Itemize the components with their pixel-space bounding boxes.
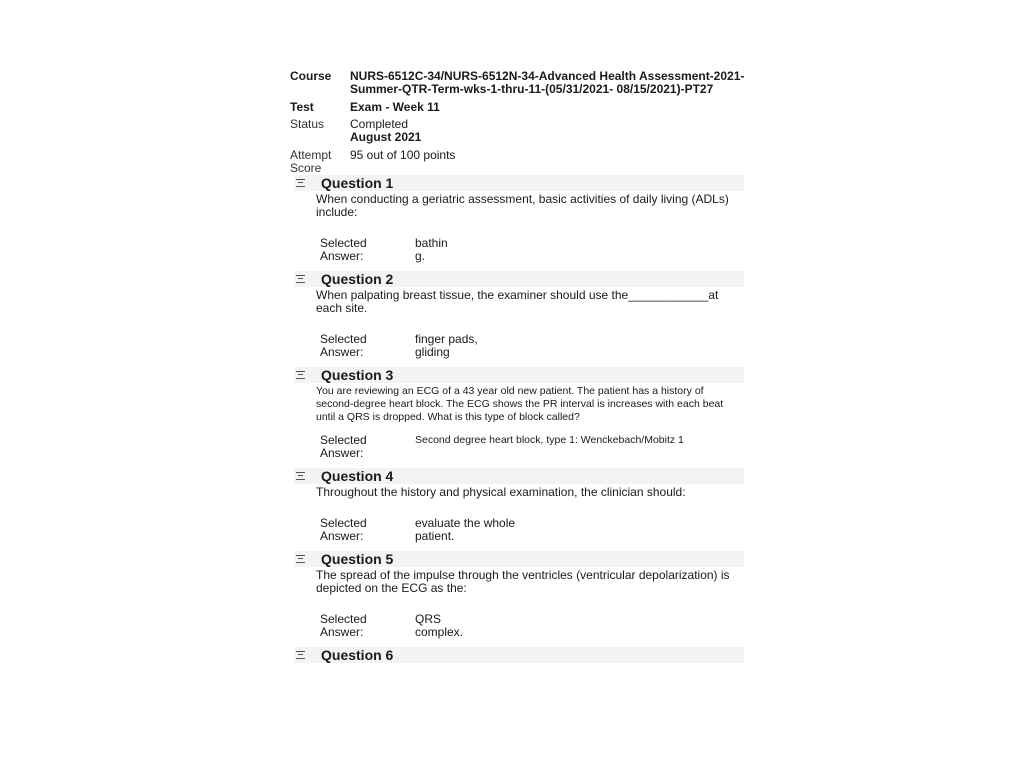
collapse-icon[interactable] [296, 651, 305, 659]
selected-answer-label [320, 237, 415, 263]
question-title: Question 2 [321, 271, 394, 287]
question-header[interactable] [294, 367, 744, 383]
selected-answer [320, 434, 750, 460]
question-header[interactable] [294, 551, 744, 567]
selected-label-line-2: Answer: [320, 529, 364, 543]
score-label [290, 149, 350, 175]
answer-line-1: evaluate the whole [415, 516, 516, 530]
course-row [290, 70, 750, 96]
answer-line-1: bathin [415, 236, 448, 250]
selected-label-line-2: Answer: [320, 446, 364, 460]
selected-label-line-2: Answer: [320, 625, 364, 639]
selected-answer-label [320, 333, 415, 359]
status-value [350, 118, 750, 144]
answer-line-2: patient. [415, 529, 455, 543]
selected-answer-label [320, 517, 415, 543]
answer-line-1: QRS [415, 612, 442, 626]
question-header[interactable] [294, 468, 744, 484]
question-title: Question 6 [321, 647, 394, 663]
question-title: Question 5 [321, 551, 394, 567]
question-text: When conducting a geriatric assessment, basic activities of daily living (ADLs) include: [316, 192, 729, 219]
selected-answer-value [415, 517, 750, 543]
test-label: Test [290, 100, 314, 114]
selected-answer [320, 333, 750, 359]
answer-line-2: g. [415, 249, 426, 263]
collapse-icon[interactable] [296, 179, 305, 187]
status-text: Completed [350, 117, 409, 131]
score-value: 95 out of 100 points [350, 148, 456, 162]
question-header[interactable] [294, 175, 744, 191]
test-value: Exam - Week 11 [350, 100, 440, 114]
score-row [290, 149, 750, 175]
collapse-icon[interactable] [296, 371, 305, 379]
selected-answer [320, 613, 750, 639]
course-value: NURS-6512C-34/NURS-6512N-34-Advanced Health Assessment-2021-Summer-QTR-Term-wks-1-thru-11-(05/31/2021- 08/15/2021)-PT27 [350, 69, 745, 96]
attempt-date: August 2021 [350, 130, 422, 144]
selected-label-line-1: Selected [320, 236, 367, 250]
question-text: When palpating breast tissue, the examiner should use the____________at each site. [316, 288, 719, 315]
selected-label-line-1: Selected [320, 332, 367, 346]
selected-answer-value [415, 333, 750, 359]
score-label-line-2: Score [290, 161, 322, 175]
selected-answer-value [415, 613, 750, 639]
selected-answer-label [320, 613, 415, 639]
selected-answer-value [415, 434, 750, 460]
question-title: Question 4 [321, 468, 394, 484]
selected-label-line-1: Selected [320, 433, 367, 447]
selected-answer [320, 517, 750, 543]
collapse-icon[interactable] [296, 275, 305, 283]
answer-line-2: gliding [415, 345, 450, 359]
exam-results-page [290, 70, 750, 663]
question-text: You are reviewing an ECG of a 43 year old new patient. The patient has a history of second-degree heart block. The ECG shows the PR interval is increases with each beat until a QRS is dropped. What is this type of block called? [316, 385, 724, 423]
selected-label-line-2: Answer: [320, 249, 364, 263]
question-text: Throughout the history and physical examination, the clinician should: [316, 485, 686, 499]
test-row [290, 101, 750, 114]
question-text: The spread of the impulse through the ventricles (ventricular depolarization) is depicted on the ECG as the: [316, 568, 730, 595]
status-label: Status [290, 117, 325, 131]
collapse-icon[interactable] [296, 472, 305, 480]
question-title: Question 1 [321, 175, 394, 191]
selected-label-line-1: Selected [320, 612, 367, 626]
selected-label-line-2: Answer: [320, 345, 364, 359]
selected-answer [320, 237, 750, 263]
answer-line-1: finger pads, [415, 332, 478, 346]
selected-answer-label [320, 434, 415, 460]
selected-label-line-1: Selected [320, 516, 367, 530]
question-title: Question 3 [321, 367, 394, 383]
collapse-icon[interactable] [296, 555, 305, 563]
answer-line-2: complex. [415, 625, 464, 639]
course-label: Course [290, 69, 332, 83]
answer-line-1: Second degree heart block, type 1: Wenckebach/Mobitz 1 [415, 434, 684, 446]
score-label-line-1: Attempt [290, 148, 332, 162]
status-row [290, 118, 750, 144]
question-header[interactable] [294, 271, 744, 287]
selected-answer-value [415, 237, 750, 263]
question-header[interactable] [294, 647, 744, 663]
